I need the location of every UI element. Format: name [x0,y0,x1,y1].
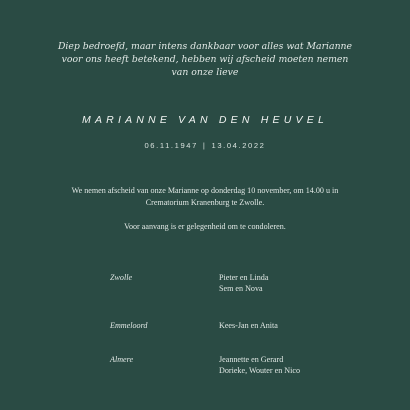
intro-line: Diep bedroefd, maar intens dankbaar voor alles wat Marianne [57,41,353,52]
family-name-line: Kees-Jan en Anita [219,321,278,330]
family-name-line: Jeannette en Gerard [219,355,284,364]
family-place: Zwolle [110,273,133,282]
family-names [219,320,278,331]
intro-line: voor ons heeft betekend, hebben wij afscheid moeten nemen [61,54,349,65]
condolence-note: Voor aanvang is er gelegenheid om te condoleren. [124,222,286,231]
date-separator: | [202,141,207,150]
family-name-line: Sem en Nova [219,284,263,293]
family-name-line: Dorieke, Wouter en Nico [219,366,301,375]
intro-line: van onze lieve [171,67,239,78]
death-date: 13.04.2022 [211,141,266,150]
family-name-line: Pieter en Linda [219,273,269,282]
family-place: Almere [110,355,134,364]
family-names [219,354,300,376]
family-place: Emmeloord [110,321,148,330]
birth-date: 06.11.1947 [144,141,198,150]
intro-text [40,40,370,79]
life-dates [0,141,410,150]
funeral-notice [30,185,380,208]
notice-line: We nemen afscheid van onze Marianne op donderdag 10 november, om 14.00 u in [71,186,339,195]
notice-line: Crematorium Kranenburg te Zwolle. [145,197,265,207]
deceased-name: MARIANNE VAN DEN HEUVEL [82,114,328,126]
family-names [219,272,268,294]
